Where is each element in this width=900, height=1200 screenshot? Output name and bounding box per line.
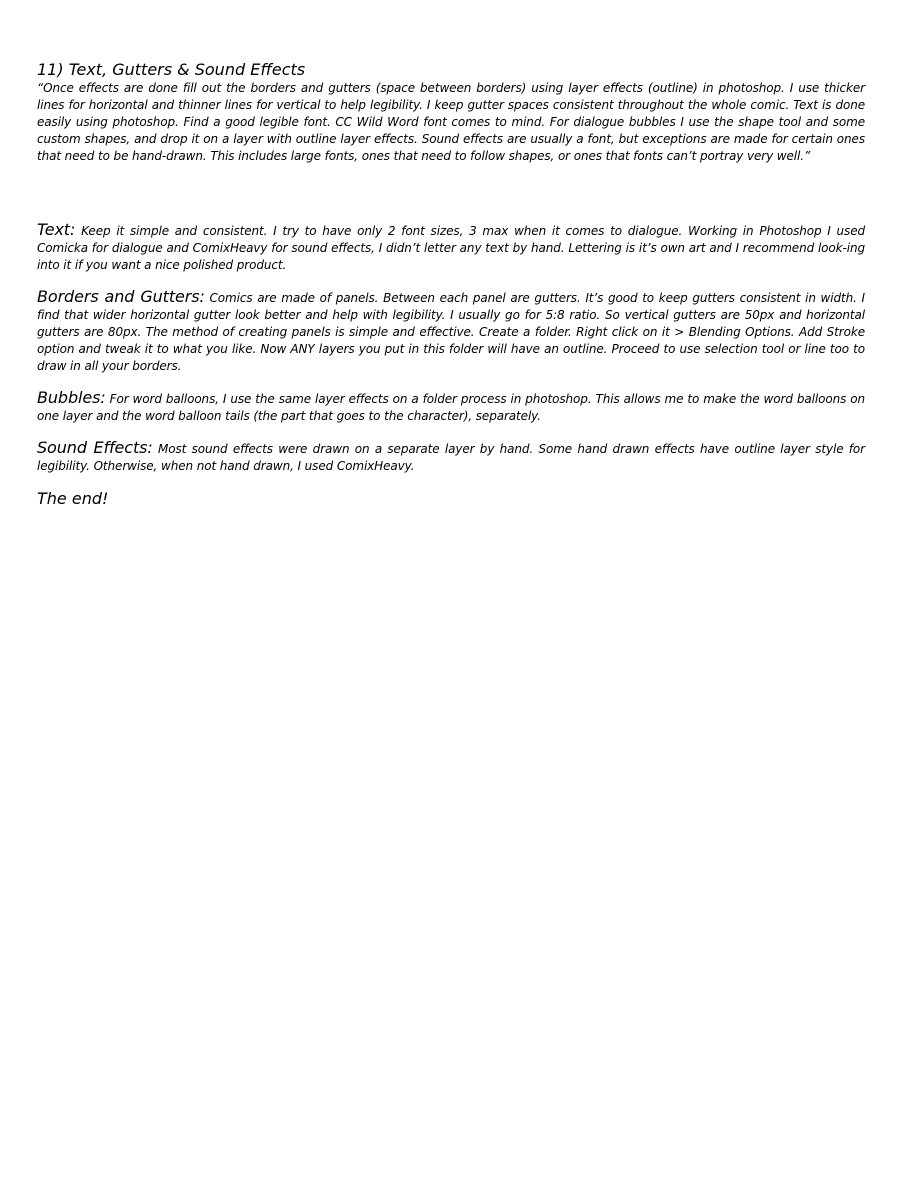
topic-borders-gutters (37, 288, 865, 375)
document-page (37, 60, 865, 509)
topic-sound-effects-heading: Sound Effects: (37, 438, 153, 457)
section-quote: “Once effects are done fill out the borders and gutters (space between borders) using layer effects (outline) in photoshop. I use thicker lines for horizontal and thinner lines for vertical to help legibility. I keep gutter spaces consistent throughout the whole comic. Text is done easily using photoshop. Find a good legible font. CC Wild Word font comes to mind. For dialogue bubbles I use the shape tool and some custom shapes, and drop it on a layer with outline layer effects. Sound effects are usually a font, but exceptions are made for certain ones that need to be hand-drawn. This includes large fonts, ones that need to follow shapes, or ones that fonts can’t portray very well.” (37, 81, 865, 163)
topic-sound-effects-body: Most sound effects were drawn on a separate layer by hand. Some hand drawn effects have outline layer style for legibility. Otherwise, when not hand drawn, I used ComixHeavy. (37, 442, 865, 473)
ending-text: The end! (37, 489, 109, 508)
topic-bubbles-body: For word balloons, I use the same layer effects on a folder process in photoshop. This allows me to make the word balloons on one layer and the word balloon tails (the part that goes to the character), separately. (37, 392, 865, 423)
topic-text-heading: Text: (37, 220, 76, 239)
topic-sound-effects (37, 439, 865, 475)
topic-text (37, 221, 865, 274)
topic-text-body: Keep it simple and consistent. I try to have only 2 font sizes, 3 max when it comes to dialogue. Working in Photoshop I used Comicka for dialogue and ComixHeavy for sound effects, I didn’t letter any text by hand. Lettering is it’s own art and I recommend look-ing into it if you want a nice polished product. (37, 224, 865, 272)
section-title: 11) Text, Gutters & Sound Effects (37, 60, 306, 79)
topic-bubbles (37, 389, 865, 425)
topic-borders-gutters-heading: Borders and Gutters: (37, 287, 205, 306)
topic-bubbles-heading: Bubbles: (37, 388, 106, 407)
topic-borders-gutters-body: Comics are made of panels. Between each panel are gutters. It’s good to keep gutters consistent in width. I find that wider horizontal gutter look better and help with legibility. I usually go for 5:8 ratio. So vertical gutters are 50px and horizontal gutters are 80px. The method of creating panels is simple and effective. Create a folder. Right click on it > Blending Options. Add Stroke option and tweak it to what you like. Now ANY layers you put in this folder will have an outline. Proceed to use selection tool or line too to draw in all your borders. (37, 291, 865, 373)
